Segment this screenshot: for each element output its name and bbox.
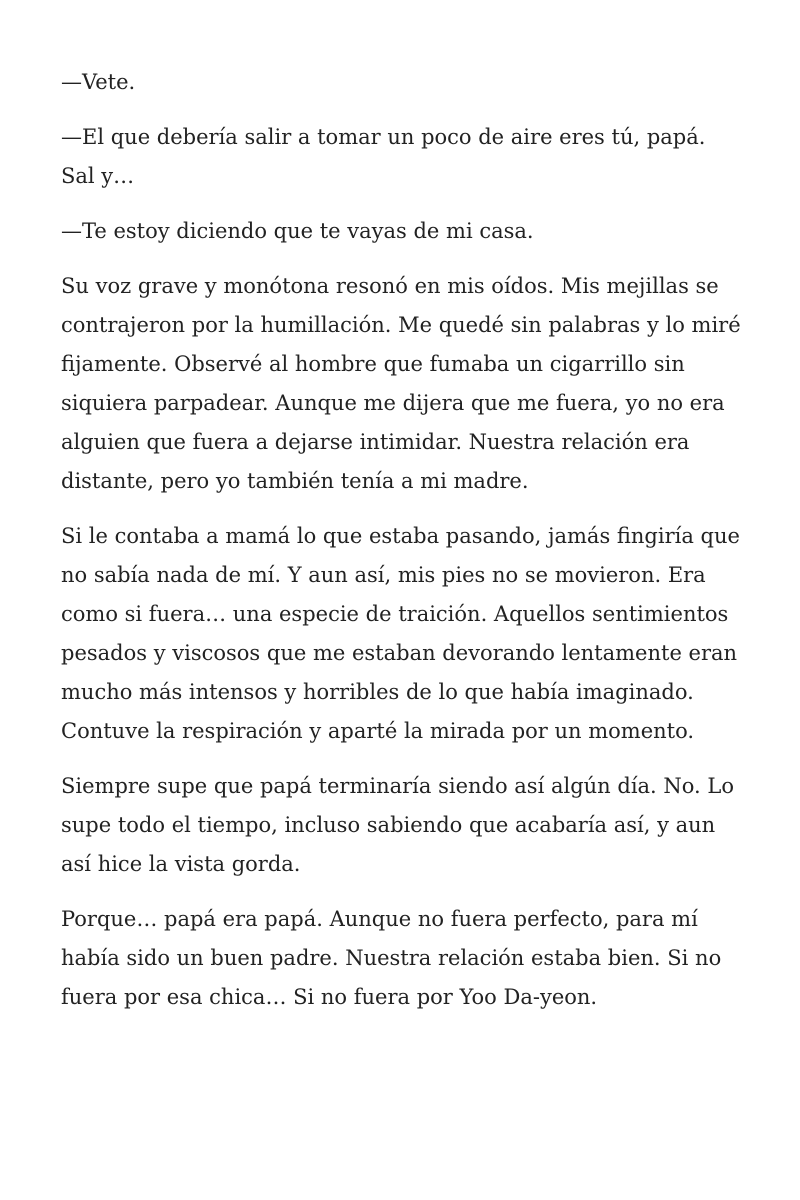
paragraph-dialogue-1: —Vete. [61, 70, 136, 94]
paragraph-narration-3: Siempre supe que papá terminaría siendo así algún día. No. Lo supe todo el tiempo, incluso sabiendo que acabaría así, y aun así hice la vista gorda. [61, 774, 734, 876]
paragraph-dialogue-2: —El que debería salir a tomar un poco de aire eres tú, papá. Sal y… [61, 125, 706, 188]
paragraph-narration-2: Si le contaba a mamá lo que estaba pasando, jamás fingiría que no sabía nada de mí. Y aun así, mis pies no se movieron. Era como si fuera… una especie de traición. Aquellos sentimientos pesados y viscosos que me estaban devorando lentamente eran mucho más intensos y horribles de lo que había imaginado. Contuve la respiración y aparté la mirada por un momento. [61, 524, 740, 743]
paragraph-narration-1: Su voz grave y monótona resonó en mis oídos. Mis mejillas se contrajeron por la humillación. Me quedé sin palabras y lo miré fijamente. Observé al hombre que fumaba un cigarrillo sin siquiera parpadear. Aunque me dijera que me fuera, yo no era alguien que fuera a dejarse intimidar. Nuestra relación era distante, pero yo también tenía a mi madre. [61, 274, 741, 493]
paragraph-dialogue-3: —Te estoy diciendo que te vayas de mi casa. [61, 219, 534, 243]
paragraph-narration-4: Porque… papá era papá. Aunque no fuera perfecto, para mí había sido un buen padre. Nuestra relación estaba bien. Si no fuera por esa chica… Si no fuera por Yoo Da-yeon. [61, 907, 722, 1009]
